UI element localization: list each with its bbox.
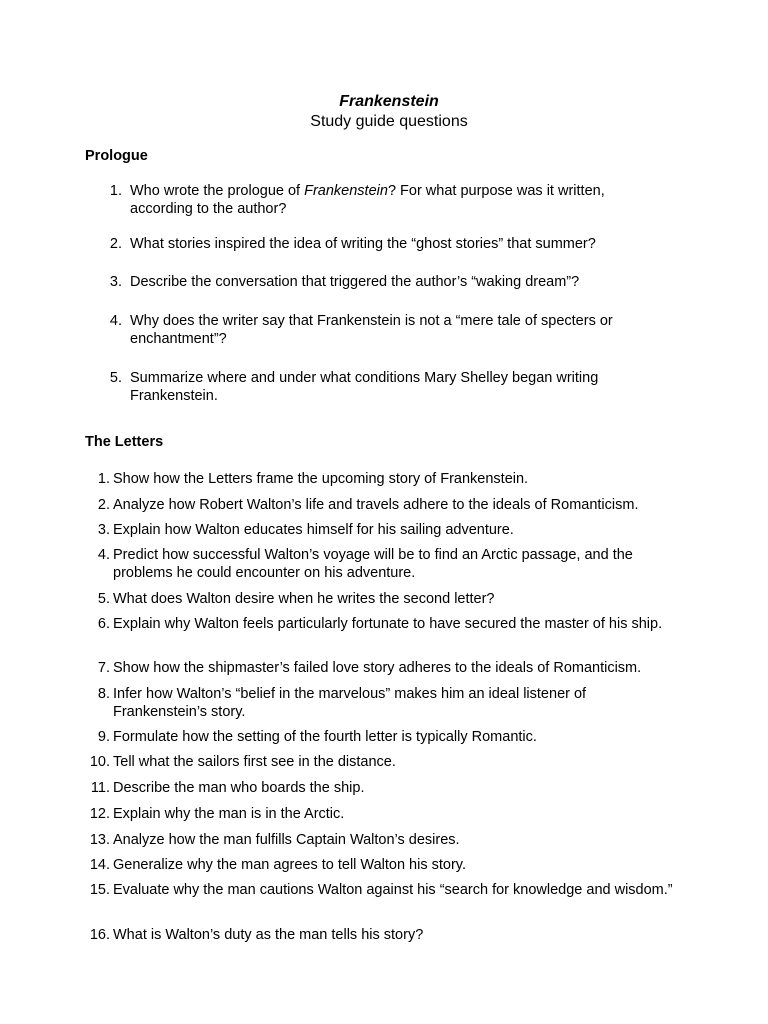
document-title: Frankenstein: [339, 93, 439, 110]
letters-question: [89, 926, 673, 944]
question-number: 2.: [109, 236, 122, 252]
question-number: 10.: [89, 754, 110, 770]
question-number: 7.: [97, 660, 110, 676]
letters-question: [90, 779, 673, 797]
question-number: 16.: [89, 927, 110, 943]
question-text: Tell what the sailors first see in the distance.: [113, 754, 396, 770]
question-number: 5.: [97, 591, 110, 607]
question-number: 14.: [89, 857, 110, 873]
question-text: Show how the Letters frame the upcoming story of Frankenstein.: [113, 471, 529, 487]
section-heading-letters: The Letters: [85, 434, 164, 450]
question-number: 3.: [97, 522, 110, 538]
letters-question: [97, 546, 673, 582]
letters-question: [89, 881, 673, 899]
question-text: Summarize where and under what conditions Mary Shelley began writing Frankenstein.: [130, 370, 599, 404]
question-text: What is Walton’s duty as the man tells his story?: [113, 927, 424, 943]
question-text: Why does the writer say that Frankenstein is not a “mere tale of specters or enchantment”?: [130, 313, 613, 347]
question-text: What does Walton desire when he writes the second letter?: [113, 591, 495, 607]
prologue-question: [109, 273, 650, 291]
prologue-question: [109, 235, 650, 253]
question-number: 11.: [90, 780, 110, 796]
question-number: 1.: [109, 183, 122, 199]
letters-question: [97, 728, 673, 746]
question-number: 4.: [97, 547, 110, 563]
letters-question: [89, 753, 673, 771]
question-text: Show how the shipmaster’s failed love story adheres to the ideals of Romanticism.: [113, 660, 642, 676]
question-text: Analyze how the man fulfills Captain Walton’s desires.: [113, 832, 460, 848]
question-text: Generalize why the man agrees to tell Walton his story.: [113, 857, 466, 873]
question-number: 12.: [89, 806, 110, 822]
question-text: Analyze how Robert Walton’s life and travels adhere to the ideals of Romanticism.: [113, 497, 639, 513]
letters-question: [97, 659, 673, 677]
question-text: Evaluate why the man cautions Walton against his “search for knowledge and wisdom.”: [113, 882, 673, 898]
document-subtitle: Study guide questions: [310, 113, 468, 130]
letters-question: [89, 831, 673, 849]
question-text: Predict how successful Walton’s voyage will be to find an Arctic passage, and the problems he could encounter on his adventure.: [113, 547, 633, 581]
question-text: Explain why Walton feels particularly fortunate to have secured the master of his ship.: [113, 616, 663, 632]
question-text: Explain how Walton educates himself for his sailing adventure.: [113, 522, 514, 538]
question-text: Describe the conversation that triggered the author’s “waking dream”?: [130, 274, 580, 290]
prologue-question: [109, 182, 650, 218]
question-text: Formulate how the setting of the fourth letter is typically Romantic.: [113, 729, 537, 745]
question-number: 6.: [97, 616, 110, 632]
question-text: Who wrote the prologue of Frankenstein? For what purpose was it written, according to the author?: [130, 183, 605, 217]
letters-question: [97, 590, 673, 608]
question-text: Explain why the man is in the Arctic.: [113, 806, 345, 822]
prologue-question: [109, 312, 650, 348]
letters-question: [97, 521, 673, 539]
letters-question: [97, 470, 673, 488]
question-number: 2.: [97, 497, 110, 513]
letters-question: [89, 805, 673, 823]
question-text: Describe the man who boards the ship.: [113, 780, 365, 796]
section-heading-prologue: Prologue: [85, 148, 148, 164]
question-number: 9.: [97, 729, 110, 745]
question-number: 3.: [109, 274, 122, 290]
letters-question: [89, 856, 673, 874]
letters-question: [97, 615, 673, 633]
letters-question: [97, 685, 673, 721]
question-number: 13.: [89, 832, 110, 848]
question-number: 5.: [109, 370, 122, 386]
question-number: 4.: [109, 313, 122, 329]
question-number: 15.: [89, 882, 110, 898]
question-number: 1.: [97, 471, 110, 487]
letters-question: [97, 496, 673, 514]
question-number: 8.: [97, 686, 110, 702]
question-text: Infer how Walton’s “belief in the marvelous” makes him an ideal listener of Frankenstein’s story.: [113, 686, 587, 720]
question-text: What stories inspired the idea of writing the “ghost stories” that summer?: [130, 236, 596, 252]
prologue-question: [109, 369, 650, 405]
